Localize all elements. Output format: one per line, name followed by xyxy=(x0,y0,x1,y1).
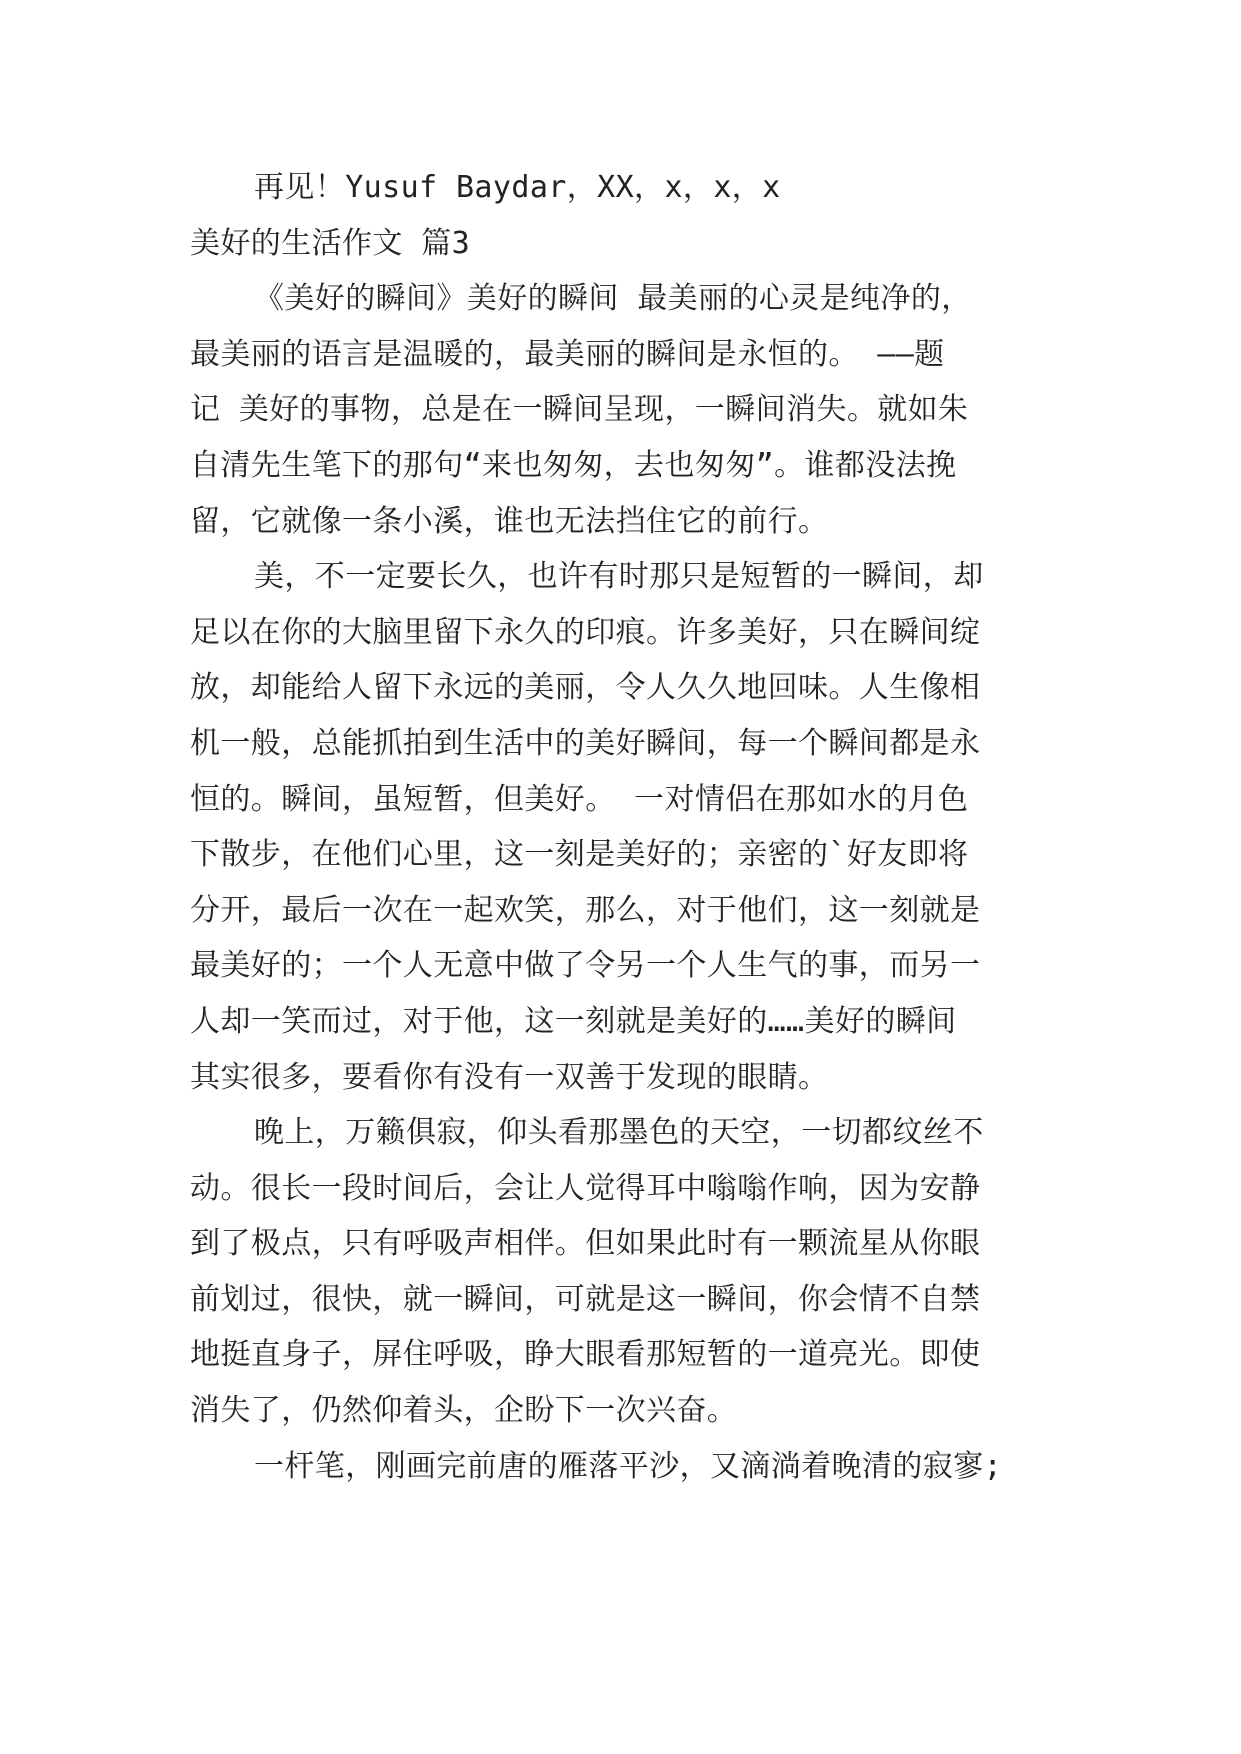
paragraph-line: 恒的。瞬间，虽短暂，但美好。 一对情侣在那如水的月色 xyxy=(190,781,969,817)
paragraph-line: 动。很长一段时间后，会让人觉得耳中嗡嗡作响，因为安静 xyxy=(190,1170,981,1206)
paragraph xyxy=(190,549,1050,1105)
paragraph-line: 其实很多，要看你有没有一双善于发现的眼睛。 xyxy=(190,1059,829,1095)
paragraph-line: 放，却能给人留下永远的美丽，令人久久地回味。人生像相 xyxy=(190,670,981,706)
paragraph-line: 机一般，总能抓拍到生活中的美好瞬间，每一个瞬间都是永 xyxy=(190,725,981,761)
paragraph-line: 记 美好的事物，总是在一瞬间呈现，一瞬间消失。就如朱 xyxy=(190,392,969,428)
paragraph-line: 消失了，仍然仰着头，企盼下一次兴奋。 xyxy=(190,1393,738,1429)
paragraph-line: 足以在你的大脑里留下永久的印痕。许多美好，只在瞬间绽 xyxy=(190,614,981,650)
paragraph xyxy=(190,1105,1050,1439)
closing-line: 再见！Yusuf Baydar，XX，x，x，x xyxy=(254,170,781,205)
paragraph-line: 前划过，很快，就一瞬间，可就是这一瞬间，你会情不自禁 xyxy=(190,1281,981,1317)
paragraph-line: 最美好的；一个人无意中做了令另一个人生气的事，而另一 xyxy=(190,948,981,984)
paragraph-line: 到了极点，只有呼吸声相伴。但如果此时有一颗流星从你眼 xyxy=(190,1226,981,1262)
paragraph-line: 自清先生笔下的那句“来也匆匆，去也匆匆”。谁都没法挽 xyxy=(190,447,957,483)
paragraph xyxy=(190,1439,1050,1495)
paragraph-line: 一杆笔，刚画完前唐的雁落平沙，又滴淌着晚清的寂寥; xyxy=(254,1448,1003,1484)
paragraph-line: 美，不一定要长久，也许有时那只是短暂的一瞬间，却 xyxy=(254,559,984,595)
paragraph-line: 分开，最后一次在一起欢笑，那么，对于他们，这一刻就是 xyxy=(190,892,981,928)
paragraph-line: 留，它就像一条小溪，谁也无法挡住它的前行。 xyxy=(190,503,829,539)
paragraph-line: 晚上，万籁俱寂，仰头看那墨色的天空，一切都纹丝不 xyxy=(254,1115,984,1151)
paragraph xyxy=(190,271,1050,549)
document-body xyxy=(190,160,1050,1494)
paragraph-line: 最美丽的语言是温暖的，最美丽的瞬间是永恒的。 ——题 xyxy=(190,336,945,372)
paragraph-line: 下散步，在他们心里，这一刻是美好的；亲密的`好友即将 xyxy=(190,837,969,873)
paragraph-line: 地挺直身子，屏住呼吸，睁大眼看那短暂的一道亮光。即使 xyxy=(190,1337,981,1373)
paragraph-line: 《美好的瞬间》美好的瞬间 最美丽的心灵是纯净的， xyxy=(254,281,972,317)
paragraph-line: 人却一笑而过，对于他，这一刻就是美好的……美好的瞬间 xyxy=(190,1003,957,1039)
section-title: 美好的生活作文 篇3 xyxy=(190,225,471,261)
